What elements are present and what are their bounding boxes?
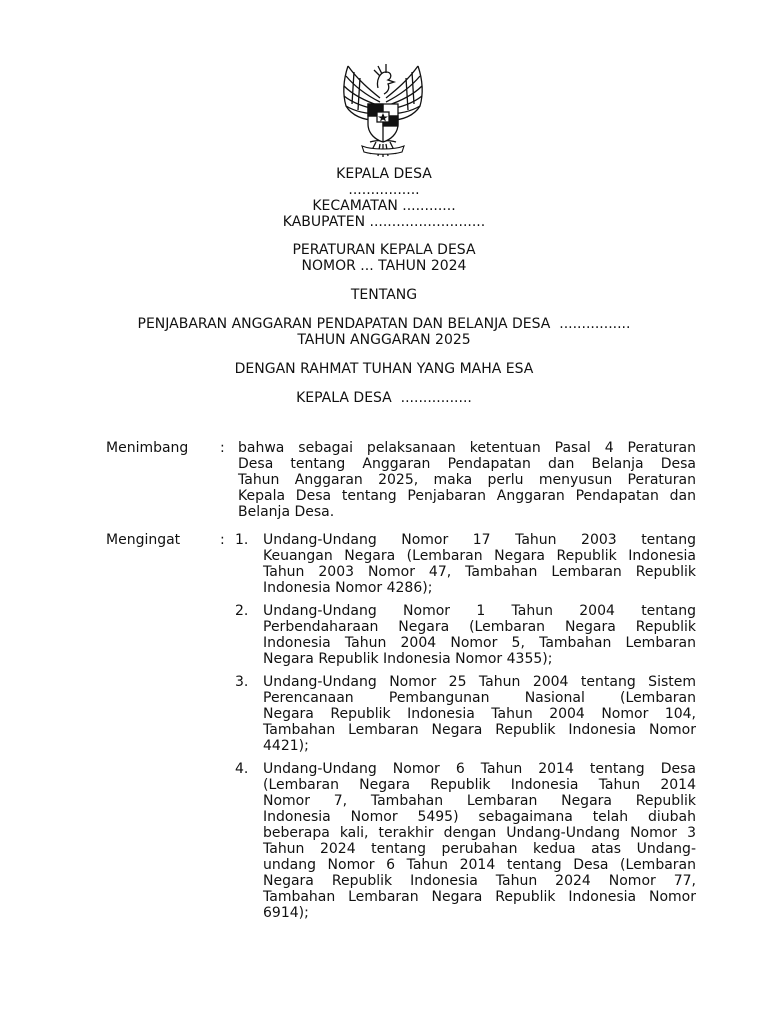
text-line: Tahun 2003 Nomor 47, Tambahan Lembaran Republik: [263, 564, 696, 580]
text-line: Negara Republik Indonesia Tahun 2024 Nomor 77,: [263, 873, 696, 889]
preamble-line: DENGAN RAHMAT TUHAN YANG MAHA ESA: [234, 361, 534, 377]
header-line: ................: [348, 182, 420, 198]
subject-line: PENJABARAN ANGGARAN PENDAPATAN DAN BELANJA DESA ................: [137, 316, 631, 332]
list-item: [106, 603, 696, 667]
text-line: Nomor 7, Tambahan Lembaran Negara Republik: [263, 793, 696, 809]
text-line: Tahun Anggaran 2025, maka perlu menyusun Peraturan: [238, 472, 696, 488]
text-line: Undang-Undang Nomor 6 Tahun 2014 tentang Desa: [263, 761, 696, 777]
header-spacer: [0, 230, 768, 242]
text-line: Belanja Desa.: [238, 504, 335, 520]
mengingat-label: Mengingat: [106, 532, 181, 548]
text-line: Indonesia Tahun 2004 Nomor 5, Tambahan Lembaran: [263, 635, 696, 651]
item-number: 1.: [235, 532, 249, 548]
text-line: Undang-Undang Nomor 1 Tahun 2004 tentang: [263, 603, 696, 619]
subject-line: TAHUN ANGGARAN 2025: [297, 332, 471, 348]
header-line: KEPALA DESA: [336, 166, 432, 182]
text-line: Tambahan Lembaran Negara Republik Indonesia Nomor: [263, 722, 696, 738]
mengingat-section: [106, 532, 696, 928]
text-line: 4421);: [263, 738, 309, 754]
text-line: beberapa kali, terakhir dengan Undang-Undang Nomor 3: [263, 825, 696, 841]
header-line: KABUPATEN ..........................: [282, 214, 486, 230]
text-line: undang Nomor 6 Tahun 2014 tentang Desa (Lembaran: [263, 857, 696, 873]
text-line: bahwa sebagai pelaksanaan ketentuan Pasal 4 Peraturan: [238, 440, 696, 456]
text-line: Desa tentang Anggaran Pendapatan dan Belanja Desa: [238, 456, 696, 472]
mengingat-colon: :: [220, 532, 225, 548]
text-line: (Lembaran Negara Republik Indonesia Tahun 2014: [263, 777, 696, 793]
menimbang-colon: :: [220, 440, 225, 456]
text-line: Keuangan Negara (Lembaran Negara Republik Indonesia: [263, 548, 696, 564]
issuer-line: KEPALA DESA ................: [296, 390, 472, 406]
text-line: Indonesia Nomor 4286);: [263, 580, 433, 596]
header-spacer: [0, 274, 768, 287]
regulation-title: PERATURAN KEPALA DESA: [292, 242, 476, 258]
text-line: Tambahan Lembaran Negara Republik Indonesia Nomor: [263, 889, 696, 905]
menimbang-label: Menimbang: [106, 440, 189, 456]
header-spacer: [0, 303, 768, 316]
text-line: Tahun 2024 tentang perubahan kedua atas Undang-: [263, 841, 696, 857]
text-line: Undang-Undang Nomor 25 Tahun 2004 tentang Sistem: [263, 674, 696, 690]
header-line: KECAMATAN ............: [312, 198, 456, 214]
header-spacer: [0, 377, 768, 390]
legal-basis-list: [106, 532, 696, 921]
tentang-label: TENTANG: [350, 287, 418, 303]
menimbang-section: [106, 440, 696, 520]
text-line: Undang-Undang Nomor 17 Tahun 2003 tentang: [263, 532, 696, 548]
text-line: Kepala Desa tentang Penjabaran Anggaran Pendapatan dan: [238, 488, 696, 504]
list-item: [106, 674, 696, 754]
text-line: Perbendaharaan Negara (Lembaran Negara Republik: [263, 619, 696, 635]
text-line: Negara Republik Indonesia Tahun 2004 Nomor 104,: [263, 706, 696, 722]
item-number: 2.: [235, 603, 249, 619]
menimbang-text: [238, 440, 696, 520]
text-line: Perencanaan Pembangunan Nasional (Lembaran: [263, 690, 696, 706]
text-line: Indonesia Nomor 5495) sebagaimana telah diubah: [263, 809, 696, 825]
text-line: Negara Republik Indonesia Nomor 4355);: [263, 651, 553, 667]
item-number: 4.: [235, 761, 249, 777]
list-item: [106, 761, 696, 921]
text-line: 6914);: [263, 905, 309, 921]
header-spacer: [0, 348, 768, 361]
document-header: [0, 166, 768, 406]
list-item: [106, 532, 696, 596]
garuda-emblem-icon: [340, 58, 426, 158]
regulation-number: NOMOR ... TAHUN 2024: [301, 258, 467, 274]
item-number: 3.: [235, 674, 249, 690]
